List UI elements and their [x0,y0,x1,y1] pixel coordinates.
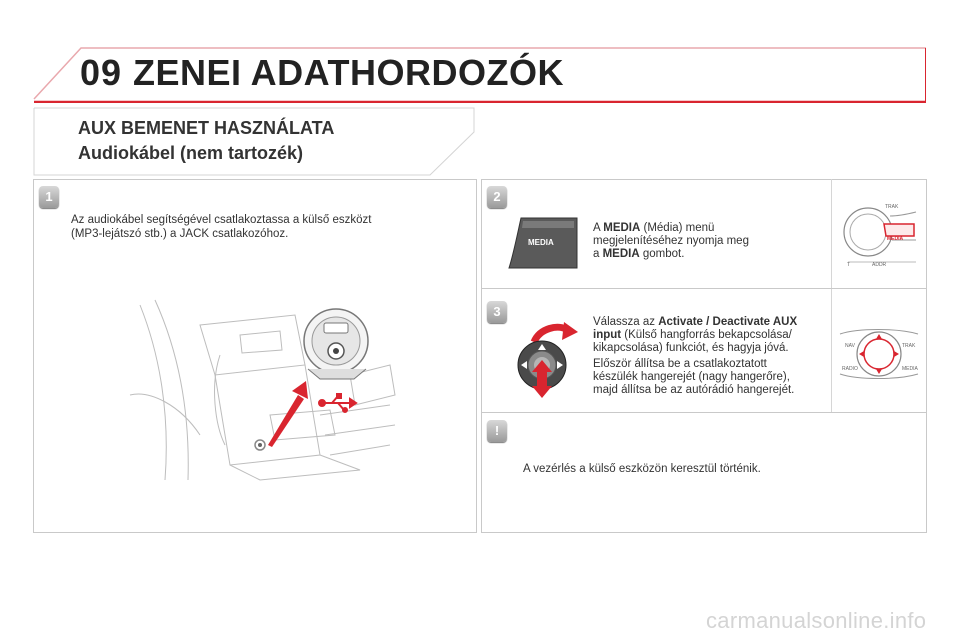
step-divider-1 [481,288,927,289]
panel-label-t: T [847,262,851,268]
panel-label-trak: TRAK [885,204,899,210]
section-title: AUX BEMENET HASZNÁLATA [78,118,335,138]
step-1-text-line2: (MP3-lejátszó stb.) a JACK csatlakozóhoz. [71,228,289,240]
step-2-badge: 2 [487,186,507,208]
step-3-text-line6: majd állítsa be az autórádió hangerejét. [593,384,795,396]
panel-label-addr: ADDR [872,262,887,268]
step-3-badge: 3 [487,301,507,323]
step-3-text-line1: Válassza az Activate / Deactivate AUX [593,316,798,328]
step-3-text-line5: készülék hangerejét (nagy hangerőre), [593,371,790,383]
watermark: carmanualsonline.info [706,608,927,633]
media-button-label: MEDIA [528,238,554,247]
panel-label-trak-2: TRAK [902,343,916,349]
panel-label-media-2: MEDIA [902,366,918,372]
radio-panel-image-knob [838,320,920,390]
step-3-text-line3: kikapcsolása) funkciót, és hagyja jóvá. [593,342,789,354]
step-3-text-line4: Először állítsa be a csatlakoztatott [593,358,767,370]
step-divider-2 [481,412,927,413]
chapter-title: ZENEI ADATHORDOZÓK [133,52,564,93]
jack-socket-closeup [300,305,380,390]
step-2-text-line2: megjelenítéséhez nyomja meg [593,235,749,247]
note-text: A vezérlés a külső eszközön keresztül történik. [523,463,761,475]
panel-label-radio: RADIO [842,366,858,372]
section-subtitle: Audiokábel (nem tartozék) [78,143,304,163]
step-2-text-line1: A MEDIA (Média) menü [593,222,715,234]
chapter-number: 09 [80,52,123,93]
image-column-divider [831,179,832,412]
step-1-text-line1: Az audiokábel segítségével csatlakoztassa a külső eszközt [71,214,372,226]
step-1-badge: 1 [39,186,59,208]
step-2-text-line3: a MEDIA gombot. [593,248,685,260]
note-badge: ! [487,420,507,442]
step-3-text-line2: input (Külső hangforrás bekapcsolása/ [593,329,792,341]
panel-label-media: MEDIA [887,236,904,242]
usb-icon [318,393,358,413]
panel-label-nav: NAV [845,343,855,349]
rotary-knob-image [512,320,584,398]
